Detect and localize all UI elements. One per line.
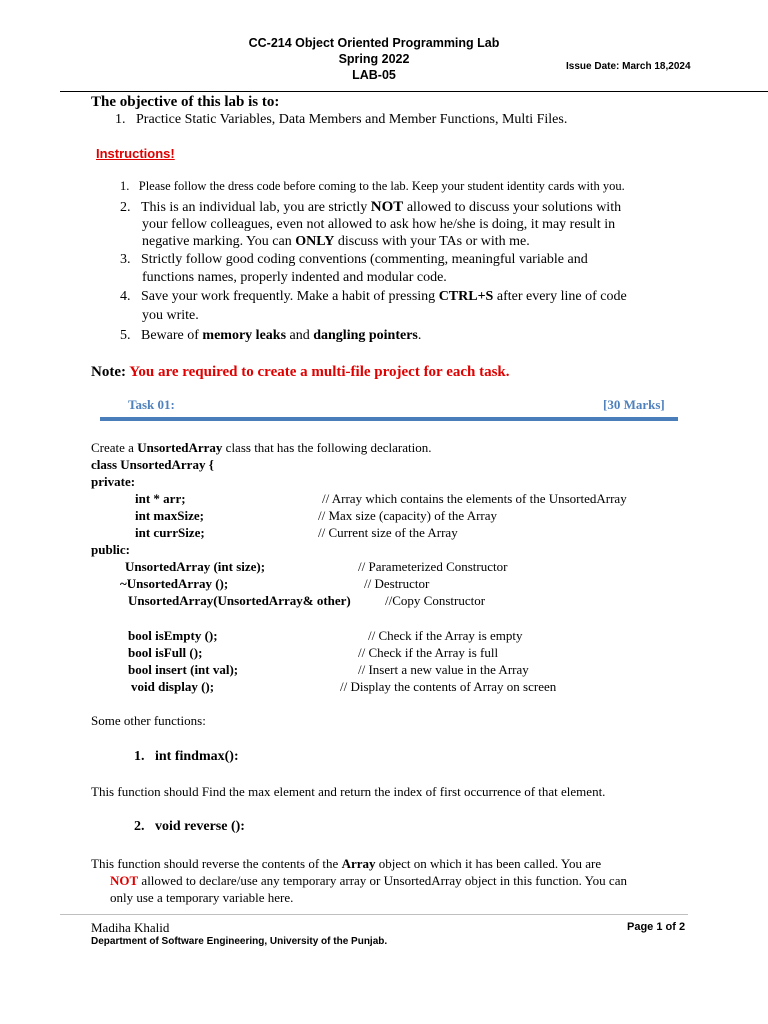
member-comment: // Max size (capacity) of the Array [318,508,498,523]
instruction-item-2-line-2: your fellow colleagues, even not allowed to ask how he/she is doing, it may result in [142,217,616,232]
objective-heading: The objective of this lab is to: [91,94,280,110]
member-code: bool isFull (); [128,645,203,660]
footer-page-number: Page 1 of 2 [627,921,686,933]
instruction-text: after every line of code [493,289,627,304]
member-code: int * arr; [135,491,186,506]
lab-number: LAB-05 [352,68,396,82]
task-title: Task 01: [128,397,175,412]
instruction-item-4: 4. Save your work frequently. Make a habit of pressing CTRL+S after every line of code [120,289,627,304]
instruction-item-3: 3. Strictly follow good coding conventions (commenting, meaningful variable and [120,252,588,267]
function-number: 2. [134,819,145,834]
emphasis-array: Array [341,856,376,871]
function-name: int findmax(): [155,749,239,764]
public-label: public: [91,542,131,557]
instruction-text: . [417,328,422,343]
emphasis-only: ONLY [295,234,335,249]
task-marks: [30 Marks] [603,397,665,412]
instruction-item-3-line-2: functions names, properly indented and modular code. [142,270,447,285]
intro-text: class that has the following declaration. [222,440,432,455]
member-code: bool insert (int val); [128,662,239,677]
function-name: void reverse [155,819,228,834]
instruction-text: allowed to discuss your solutions with [403,200,622,215]
instruction-item-1: 1. Please follow the dress code before coming to the lab. Keep your student identity cards with you. [120,179,625,193]
function-1-heading [134,749,239,765]
instructions-heading: Instructions! [96,146,175,161]
member-comment: // Insert a new value in the Array [358,662,529,677]
instruction-text: Please follow the dress code before coming to the lab. Keep your student identity cards with you. [138,179,625,193]
member-code: UnsortedArray (int size); [125,559,266,574]
member-code: int currSize; [135,525,205,540]
emphasis-not-red: NOT [110,873,139,888]
desc-text: This function should reverse the contents of the [91,856,342,871]
instruction-text: Beware of [141,328,203,343]
member-comment: // Check if the Array is full [358,645,499,660]
member-comment: // Current size of the Array [318,525,458,540]
other-functions-label: Some other functions: [91,713,206,728]
desc-text: object on which it has been called. You are [375,856,602,871]
desc-text: allowed to declare/use any temporary array or UnsortedArray object in this function. You can [138,873,627,888]
emphasis-ctrl-s: CTRL+S [438,289,494,304]
task-rule [100,417,678,421]
member-comment: //Copy Constructor [385,593,486,608]
function-parens: (): [227,819,245,834]
member-code: UnsortedArray(UnsortedArray& other) [128,593,351,608]
private-label: private: [91,474,136,489]
emphasis-dangling-pointers: dangling pointers [313,328,418,343]
note [91,364,510,381]
member-comment: // Display the contents of Array on screen [340,679,557,694]
instruction-item-2: 2. This is an individual lab, you are strictly NOT allowed to discuss your solutions with [120,199,622,215]
member-comment: // Parameterized Constructor [358,559,508,574]
class-declaration: class UnsortedArray { [91,457,214,472]
instruction-text: Save your work frequently. Make a habit of pressing [141,289,439,304]
member-comment: // Check if the Array is empty [368,628,523,643]
header-rule [60,91,768,92]
function-2-description-line-3: only use a temporary variable here. [110,890,294,905]
member-code: int maxSize; [135,508,204,523]
issue-date: Issue Date: March 18,2024 [566,61,691,72]
footer-author: Madiha Khalid [91,920,170,935]
class-name: UnsortedArray [137,440,223,455]
instruction-text: negative marking. You can [142,234,296,249]
instruction-text: This is an individual lab, you are strictly [141,200,371,215]
function-number: 1. [134,749,145,764]
note-label: Note: [91,364,126,380]
member-code: void display (); [131,679,215,694]
task-intro [91,440,431,456]
footer-department: Department of Software Engineering, University of the Punjab. [91,936,388,947]
course-title: CC-214 Object Oriented Programming Lab [248,36,500,50]
instruction-item-2-line-3 [142,234,530,250]
semester: Spring 2022 [338,52,410,66]
instruction-item-5: 5. Beware of memory leaks and dangling pointers. [120,328,422,343]
intro-text: Create a [91,440,138,455]
footer-rule [60,914,688,915]
instruction-text: discuss with your TAs or with me. [334,234,530,249]
function-2-description-line-1 [91,856,601,872]
function-1-description: This function should Find the max element and return the index of first occurrence of that element. [91,784,606,799]
instruction-item-4-line-2: you write. [142,308,199,323]
objective-item-text: Practice Static Variables, Data Members and Member Functions, Multi Files. [136,112,568,127]
member-comment: // Destructor [364,576,430,591]
member-comment: // Array which contains the elements of the UnsortedArray [322,491,627,506]
function-2-description-line-2 [110,873,627,889]
instruction-text: Strictly follow good coding conventions (commenting, meaningful variable and [141,252,588,267]
note-text: You are required to create a multi-file project for each task. [129,364,510,380]
emphasis-not: NOT [370,199,404,215]
instruction-text: and [286,328,314,343]
member-code: ~UnsortedArray (); [120,576,229,591]
member-code: bool isEmpty (); [128,628,218,643]
emphasis-memory-leaks: memory leaks [202,328,287,343]
function-2-heading [134,819,245,835]
objective-item-1: 1. Practice Static Variables, Data Members and Member Functions, Multi Files. [115,112,568,127]
